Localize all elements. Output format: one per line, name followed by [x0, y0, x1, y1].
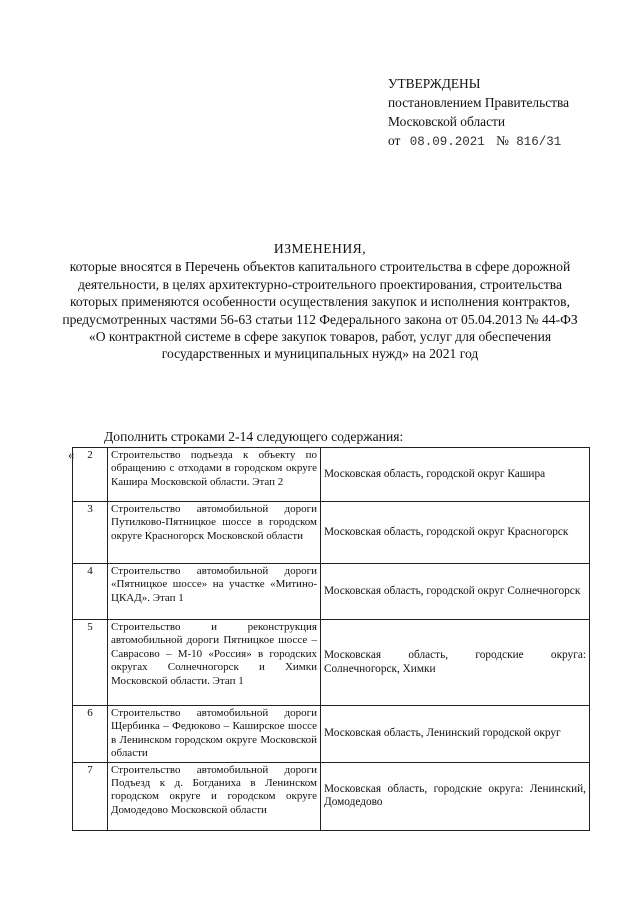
title-heading: ИЗМЕНЕНИЯ, — [273, 241, 367, 256]
table-row — [73, 564, 590, 620]
approval-block — [388, 74, 628, 152]
table-row — [73, 448, 590, 502]
row-object-name: Строительство и реконструкция автомобильной дороги Пятницкое шоссе – Саврасово – М-10 «Россия» в городских округах Солнечногорск и Химки Московской области. Этап 1 — [108, 620, 321, 706]
row-location: Московская область, городской округ Кашира — [321, 448, 590, 502]
row-number: 3 — [73, 502, 108, 564]
row-object-name: Строительство подъезда к объекту по обращению с отходами в городском округе Кашира Московской области. Этап 2 — [108, 448, 321, 502]
table-row — [73, 762, 590, 830]
row-number: 6 — [73, 706, 108, 763]
approval-line-2: Московской области — [388, 114, 506, 129]
row-location: Московская область, городской округ Солнечногорск — [321, 564, 590, 620]
row-location: Московская область, Ленинский городской округ — [321, 706, 590, 763]
title-body: которые вносятся в Перечень объектов капитального строительства в сфере дорожной деятельности, в целях архитектурно-строительного проектирования, строительства которых применяются особенности осуществления закупок и исполнения контрактов, предусмотренных частями 56-63 статьи 112 Федерального закона от 05.04.2013 № 44-ФЗ «О контрактной системе в сфере закупок товаров, работ, услуг для обеспечения государственных и муниципальных нужд» на 2021 год — [62, 259, 578, 362]
from-label: от — [388, 133, 401, 148]
approval-heading: УТВЕРЖДЕНЫ — [388, 76, 481, 91]
approval-date: 08.09.2021 — [409, 135, 485, 149]
row-object-name: Строительство автомобильной дороги «Пятницкое шоссе» на участке «Митино-ЦКАД». Этап 1 — [108, 564, 321, 620]
document-title — [60, 240, 580, 363]
row-number: 4 — [73, 564, 108, 620]
row-location: Московская область, городской округ Красногорск — [321, 502, 590, 564]
table-row — [73, 502, 590, 564]
approval-number: 816/31 — [516, 135, 562, 149]
row-number: 5 — [73, 620, 108, 706]
row-number: 2 — [73, 448, 108, 502]
row-location: Московская область, городские округа: Солнечногорск, Химки — [321, 620, 590, 706]
row-object-name: Строительство автомобильной дороги Путилково-Пятницкое шоссе в городском округе Красногорск Московской области — [108, 502, 321, 564]
approval-line-1: постановлением Правительства — [388, 95, 570, 110]
changes-table — [72, 447, 590, 831]
row-number: 7 — [73, 762, 108, 830]
row-location: Московская область, городские округа: Ленинский, Домодедово — [321, 762, 590, 830]
opening-quote: « — [68, 447, 75, 462]
approval-date-line — [388, 131, 628, 152]
table-row — [73, 620, 590, 706]
row-object-name: Строительство автомобильной дороги Подъезд к д. Богданиха в Ленинском городском округе и городском округе Домодедово Московской области — [108, 762, 321, 830]
intro-text: Дополнить строками 2-14 следующего содержания: — [104, 429, 404, 444]
row-object-name: Строительство автомобильной дороги Щербинка – Федюково – Каширское шоссе в Ленинском городском округе Московской области — [108, 706, 321, 763]
table-row — [73, 706, 590, 763]
number-label: № — [496, 133, 509, 148]
